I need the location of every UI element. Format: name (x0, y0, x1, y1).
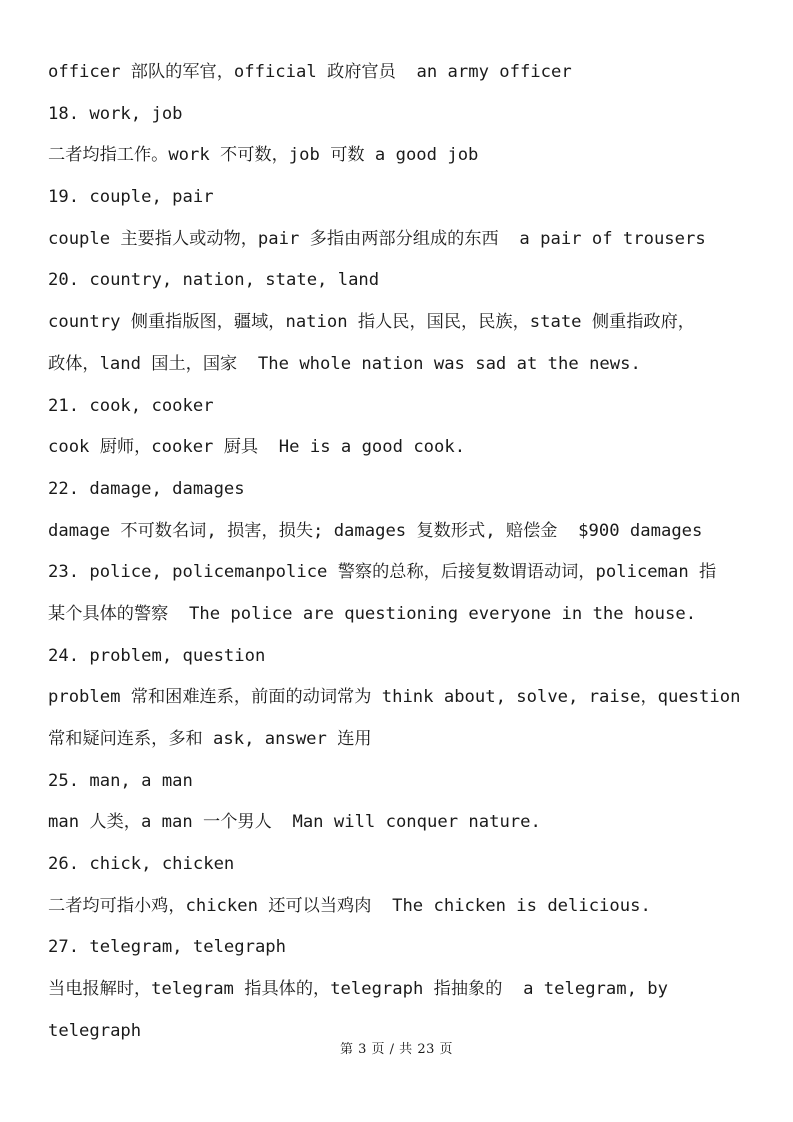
text-line: telegraph (48, 1020, 142, 1041)
section-heading: 21. cook, cooker (48, 395, 214, 416)
text-line: 某个具体的警察 The police are questioning everyone in the house. (48, 603, 697, 624)
text-line: man 人类，a man 一个男人 Man will conquer nature. (48, 812, 541, 833)
section-heading: 22. damage, damages (48, 478, 245, 499)
section-heading: 19. couple, pair (48, 187, 214, 208)
text-line: 常和疑问连系，多和 ask, answer 连用 (48, 729, 372, 749)
document-body (48, 52, 770, 1053)
text-line: 二者均指工作。work 不可数，job 可数 a good job (48, 145, 479, 166)
text-line: 政体，land 国土，国家 The whole nation was sad at the news. (48, 353, 641, 374)
text-line: officer 部队的军官，official 政府官员 an army officer (48, 62, 572, 82)
text-line: cook 厨师，cooker 厨具 He is a good cook. (48, 437, 466, 458)
section-heading: 24. problem, question (48, 645, 266, 666)
text-line: 二者均可指小鸡，chicken 还可以当鸡肉 The chicken is delicious. (48, 895, 651, 916)
text-line: damage 不可数名词, 损害，损失; damages 复数形式, 赔偿金 $900 damages (48, 520, 703, 541)
text-line: problem 常和困难连系，前面的动词常为 think about, solve, raise，question (48, 687, 741, 708)
text-line: 当电报解时，telegram 指具体的，telegraph 指抽象的 a telegram, by (48, 979, 668, 1000)
section-heading: 18. work, job (48, 103, 183, 124)
text-line: couple 主要指人或动物，pair 多指由两部分组成的东西 a pair of trousers (48, 228, 706, 249)
page-number-footer: 第 3 页 / 共 23 页 (340, 1042, 453, 1057)
section-heading: 25. man, a man (48, 770, 193, 791)
section-heading: 23. police, policemanpolice 警察的总称，后接复数谓语动词，policeman 指 (48, 562, 717, 583)
section-heading: 26. chick, chicken (48, 854, 235, 875)
text-line: country 侧重指版图，疆域，nation 指人民，国民，民族，state 侧重指政府， (48, 312, 695, 333)
section-heading: 20. country, nation, state, land (48, 270, 380, 291)
section-heading: 27. telegram, telegraph (48, 937, 286, 958)
